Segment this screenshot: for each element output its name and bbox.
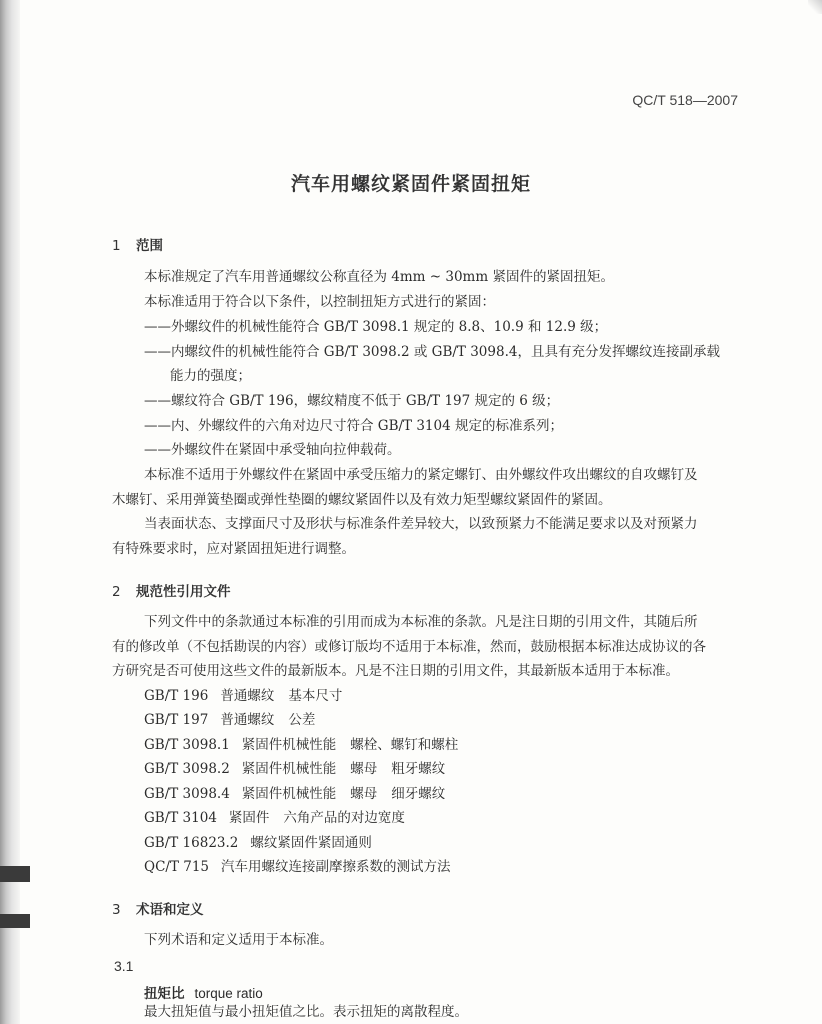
term-entry	[144, 982, 263, 1002]
paragraph-line: 有的修改单（不包括勘误的内容）或修订版均不适用于本标准，然而，鼓励根据本标准达成协议的各	[112, 639, 706, 655]
paragraph-line: 下列术语和定义适用于本标准。	[144, 932, 333, 948]
reference-code: QC/T 715	[144, 859, 210, 875]
reference-item	[144, 788, 445, 802]
reference-item	[144, 861, 451, 875]
reference-subtitle: 螺母	[350, 761, 378, 777]
section-number: 1	[112, 238, 121, 254]
section-number: 3	[112, 902, 121, 918]
list-item: ——外螺纹件的机械性能符合 GB/T 3098.1 规定的 8.8、10.9 和 12.9 级；	[144, 319, 608, 335]
reference-code: GB/T 16823.2	[144, 835, 239, 851]
reference-item	[144, 714, 315, 728]
reference-code: GB/T 196	[144, 688, 209, 704]
list-item: ——内、外螺纹件的六角对边尺寸符合 GB/T 3104 规定的标准系列；	[144, 418, 563, 434]
term-definition: 最大扭矩值与最小扭矩值之比。表示扭矩的离散程度。	[144, 1004, 468, 1020]
reference-item	[144, 837, 372, 851]
reference-title: 螺纹紧固件紧固通则	[250, 835, 372, 851]
reference-title: 汽车用螺纹连接副摩擦系数的测试方法	[221, 859, 451, 875]
section-title: 规范性引用文件	[136, 584, 231, 600]
standard-code: QC/T 518—2007	[632, 92, 738, 108]
reference-title: 普通螺纹	[220, 712, 275, 728]
term-english: torque ratio	[194, 986, 263, 1001]
reference-title: 紧固件机械性能	[241, 761, 337, 777]
list-item: ——外螺纹件在紧固中承受轴向拉伸载荷。	[144, 442, 401, 458]
page-corner-shadow	[808, 0, 822, 14]
paragraph-line: 木螺钉、采用弹簧垫圈或弹性垫圈的螺纹紧固件以及有效力矩型螺纹紧固件的紧固。	[112, 492, 612, 508]
reference-title: 普通螺纹	[220, 688, 275, 704]
document-title: 汽车用螺纹紧固件紧固扭矩	[290, 173, 531, 195]
list-item: ——螺纹符合 GB/T 196，螺纹精度不低于 GB/T 197 规定的 6 级；	[144, 393, 560, 409]
reference-item	[144, 690, 342, 704]
reference-subtitle: 螺母	[350, 786, 378, 802]
reference-title: 紧固件	[228, 810, 270, 826]
paragraph-line: 本标准规定了汽车用普通螺纹公称直径为 4mm ~ 30mm 紧固件的紧固扭矩。	[144, 269, 614, 285]
section-1-heading	[112, 234, 163, 254]
reference-item	[144, 763, 445, 777]
reference-subtitle: 六角产品的对边宽度	[283, 810, 405, 826]
reference-subtitle-2: 细牙螺纹	[391, 786, 446, 802]
reference-code: GB/T 3098.4	[144, 786, 230, 802]
paragraph-line: 方研究是否可使用这些文件的最新版本。凡是不注日期的引用文件，其最新版本适用于本标准。	[112, 663, 679, 679]
list-item: ——内螺纹件的机械性能符合 GB/T 3098.2 或 GB/T 3098.4，且具有充分发挥螺纹连接副承载	[144, 344, 720, 360]
paragraph-line: 本标准适用于符合以下条件，以控制扭矩方式进行的紧固：	[144, 294, 495, 310]
section-number: 2	[112, 584, 121, 600]
reference-title: 紧固件机械性能	[241, 737, 337, 753]
reference-item	[144, 739, 458, 753]
section-title: 范围	[136, 238, 163, 254]
reference-title: 紧固件机械性能	[241, 786, 337, 802]
paragraph-line: 有特殊要求时，应对紧固扭矩进行调整。	[112, 541, 355, 557]
reference-item	[144, 812, 405, 826]
paragraph-line: 本标准不适用于外螺纹件在紧固中承受压缩力的紧定螺钉、由外螺纹件攻出螺纹的自攻螺钉及	[144, 467, 698, 483]
reference-subtitle-2: 粗牙螺纹	[391, 761, 446, 777]
paragraph-line: 当表面状态、支撑面尺寸及形状与标准条件差异较大，以致预紧力不能满足要求以及对预紧力	[144, 516, 698, 532]
reference-code: GB/T 197	[144, 712, 209, 728]
reference-subtitle: 基本尺寸	[288, 688, 343, 704]
reference-subtitle: 螺栓、螺钉和螺柱	[350, 737, 459, 753]
binding-mark-top	[0, 866, 30, 882]
section-2-heading	[112, 580, 231, 600]
reference-code: GB/T 3098.1	[144, 737, 230, 753]
paragraph-line: 下列文件中的条款通过本标准的引用而成为本标准的条款。凡是注日期的引用文件，其随后所	[144, 614, 698, 630]
term-chinese: 扭矩比	[144, 986, 185, 1002]
list-item-continuation: 能力的强度；	[170, 368, 251, 384]
subsection-number: 3.1	[114, 958, 134, 974]
reference-code: GB/T 3098.2	[144, 761, 230, 777]
reference-subtitle: 公差	[288, 712, 316, 728]
binding-mark-bottom	[0, 914, 30, 928]
section-title: 术语和定义	[136, 902, 204, 918]
section-3-heading	[112, 898, 204, 918]
reference-code: GB/T 3104	[144, 810, 217, 826]
